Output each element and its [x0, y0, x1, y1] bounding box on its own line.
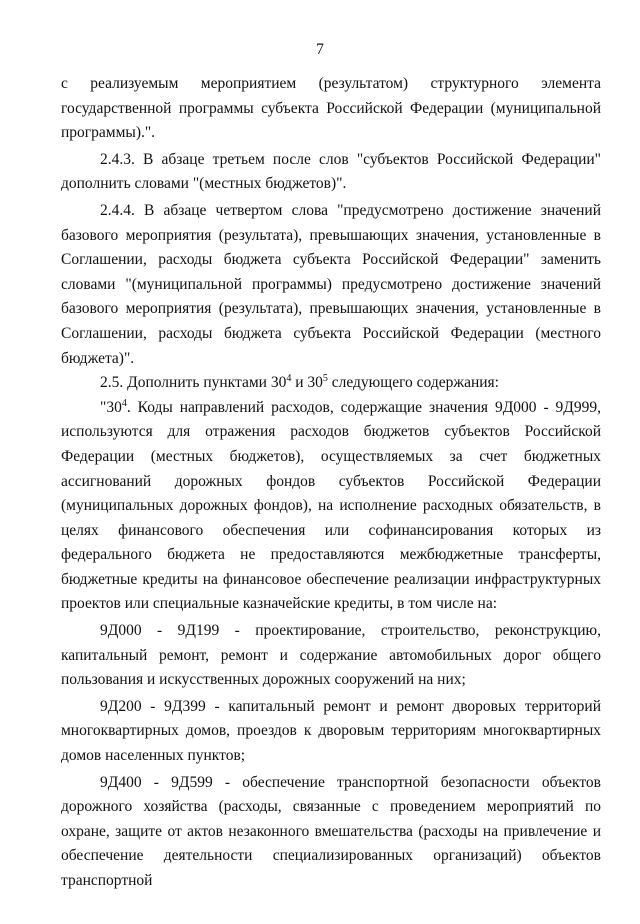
- paragraph-30-4: [61, 396, 601, 617]
- paragraph-code-9d000: 9Д000 - 9Д199 - проектирование, строительство, реконструкцию, капитальный ремонт, ремонт и содержание автомобильных дорог общего пользования и искусственных дорожных сооружений на них;: [61, 622, 601, 689]
- paragraph-text: следующего содержания:: [327, 374, 499, 392]
- paragraph-text: и 30: [291, 374, 323, 392]
- paragraph-text: . Коды направлений расходов, содержащие значения 9Д000 - 9Д999, используются для отражения расходов бюджетов субъектов Российской Федерации (местных бюджетов), осуществляемых за счет бюджетных ассигнований дорожных фондов субъектов Российской Федерации (муниципальных дорожных фондов), на исполнение расходных обязательств, в целях финансового обеспечения или софинансирования которых из федерального бюджета не предоставляются межбюджетные трансферты, бюджетные кредиты на финансовое обеспечение реализации инфраструктурных проектов или специальные казначейские кредиты, в том числе на:: [61, 398, 601, 613]
- superscript: 4: [121, 397, 127, 409]
- paragraph-code-9d400: 9Д400 - 9Д599 - обеспечение транспортной безопасности объектов дорожного хозяйства (расходы, связанные с проведением мероприятий по охране, защите от актов незаконного вмешательства (расходы на привлечение и обеспечение деятельности специализированных организаций) объектов транспортной: [61, 773, 601, 889]
- superscript: 4: [286, 373, 292, 385]
- paragraph-text: 2.5. Дополнить пунктами 30: [100, 374, 287, 392]
- paragraph-continuation: с реализуемым мероприятием (результатом) структурного элемента государственной программы субъекта Российской Федерации (муниципальной программы).".: [61, 75, 601, 142]
- paragraph-text: "30: [100, 398, 122, 416]
- page-number: 7: [316, 41, 324, 58]
- document-body: [61, 72, 601, 894]
- paragraph-2-5: [61, 371, 601, 396]
- paragraph-2-4-3: 2.4.3. В абзаце третьем после слов "субъектов Российской Федерации" дополнить словами "(местных бюджетов)".: [61, 150, 601, 193]
- superscript: 5: [322, 373, 328, 385]
- paragraph-2-4-4: 2.4.4. В абзаце четвертом слова "предусмотрено достижение значений базового мероприятия (результата), превышающих значения, установленные в Соглашении, расходы бюджета субъекта Российской Федерации" заменить словами "(муниципальной программы) предусмотрено достижение значений базового мероприятия (результата), превышающих значения, установленные в Соглашении, расходы бюджета субъекта Российской Федерации (местного бюджета)".: [61, 201, 601, 367]
- paragraph-code-9d200: 9Д200 - 9Д399 - капитальный ремонт и ремонт дворовых территорий многоквартирных домов, проездов к дворовым территориям многоквартирных домов населенных пунктов;: [61, 697, 601, 765]
